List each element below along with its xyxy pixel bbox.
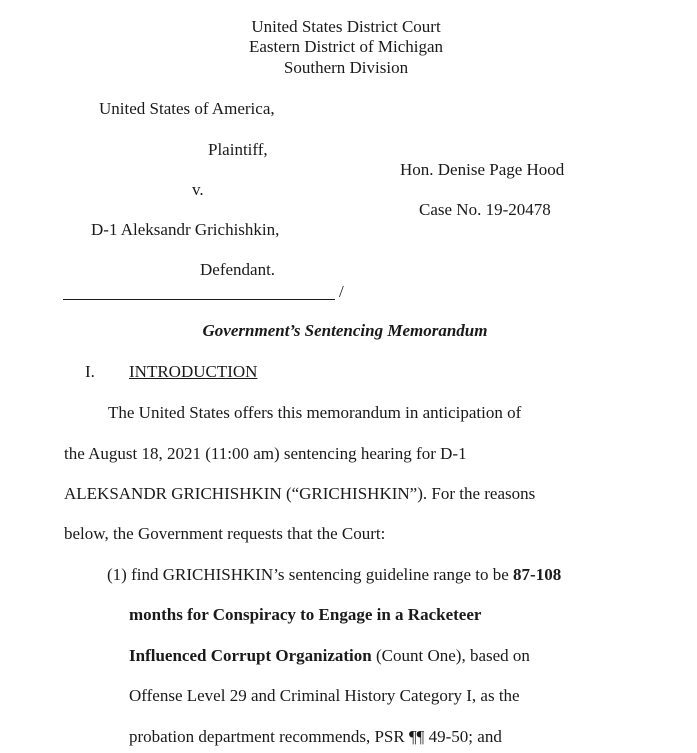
court-division: Southern Division xyxy=(283,58,409,77)
versus: v. xyxy=(192,180,204,199)
body-line-1: The United States offers this memorandum in anticipation of xyxy=(108,403,522,422)
item-1-line-3 xyxy=(129,646,530,666)
plaintiff-role: Plaintiff, xyxy=(208,140,268,159)
section-heading: INTRODUCTION xyxy=(129,362,258,381)
item-1-line-5: probation department recommends, PSR ¶¶ 49-50; and xyxy=(129,727,502,746)
item-1-offense-name: Influenced Corrupt Organization xyxy=(129,646,372,665)
body-line-4: below, the Government requests that the Court: xyxy=(64,524,386,543)
defendant-name: D-1 Aleksandr Grichishkin, xyxy=(91,220,280,239)
court-district: Eastern District of Michigan xyxy=(248,37,444,56)
item-1-line-2 xyxy=(129,605,481,625)
case-number: Case No. 19-20478 xyxy=(419,200,551,219)
body-line-2: the August 18, 2021 (11:00 am) sentencing hearing for D-1 xyxy=(64,444,467,463)
document-title: Government’s Sentencing Memorandum xyxy=(202,321,488,340)
item-1-offense-text: months for Conspiracy to Engage in a Racketeer xyxy=(129,605,482,624)
plaintiff-name: United States of America, xyxy=(99,99,275,118)
item-1-line-1-text: (1) find GRICHISHKIN’s sentencing guideline range to be xyxy=(107,565,514,584)
caption-slash: / xyxy=(339,282,344,301)
section-number: I. xyxy=(85,362,95,381)
defendant-role: Defendant. xyxy=(200,260,276,279)
item-1-guideline-range: 87-108 xyxy=(513,565,562,584)
item-1-line-1 xyxy=(107,565,561,585)
item-1-line-4: Offense Level 29 and Criminal History Category I, as the xyxy=(129,686,520,705)
court-name: United States District Court xyxy=(251,17,441,36)
caption-rule xyxy=(63,299,335,300)
judge-name: Hon. Denise Page Hood xyxy=(400,160,565,179)
item-1-count-text: (Count One), based on xyxy=(371,646,530,665)
body-line-3: ALEKSANDR GRICHISHKIN (“GRICHISHKIN”). For the reasons xyxy=(64,484,536,503)
